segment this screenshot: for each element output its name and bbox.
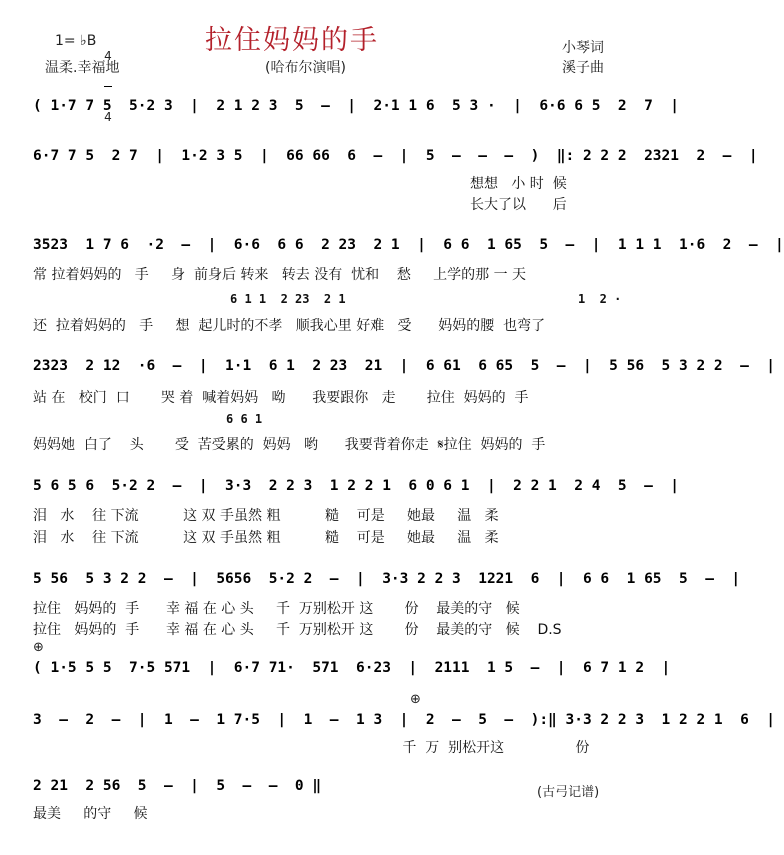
lyric-line-2-verse-1: 想想 小 时 候 [470,176,567,192]
beam-lines-1 [0,118,657,148]
lyric-line-6-verse-1: 拉住 妈妈的 手 幸 福 在 心 头 千 万别松开 这 份 最美的守 候 [33,601,520,617]
notation-line-9: 2 21 2 56 5 – | 5 – – 0 ‖ [33,778,322,794]
alternate-notes-line-3: 6 1 1 2 23 2 1 [230,292,346,306]
notation-line-4: 2323 2 12 ·6 – | 1·1 6 1 2 23 21 | 6 61 6 65 5 – | 5 56 5 3 2 2 – | [33,358,776,374]
lyric-line-4-verse-1: 站 在 校门 口 哭 着 喊着妈妈 呦 我要跟你 走 拉住 妈妈的 手 [33,390,529,406]
coda-sign-2: ⊕ [410,692,421,707]
mood-marking: 温柔.幸福地 [45,60,120,76]
lyric-line-5-verse-1: 泪 水 往 下流 这 双 手虽然 粗 糙 可是 她最 温 柔 [33,508,499,524]
notation-line-2: 6·7 7 5 2 7 | 1·2 3 5 | 66 66 6 – | 5 – – – ) ‖: 2 2 2 2321 2 – | [33,148,758,164]
lyric-line-3-verse-1: 常 拉着妈妈的 手 身 前身后 转来 转去 没有 忧和 愁 上学的那 一 天 [33,267,527,283]
time-signature-bar [104,86,112,87]
lyric-line-5-verse-2: 泪 水 往 下流 这 双 手虽然 粗 糙 可是 她最 温 柔 [33,530,499,546]
lyric-line-8: 千 万 别松开这 份 [33,740,590,756]
notation-line-3: 3523 1 7 6 ·2 – | 6·6 6 6 2 23 2 1 | 6 6 1 65 5 – | 1 1 1 1·6 2 – | [33,237,784,253]
lyric-line-9: 最美 的守 候 [33,806,148,822]
song-title: 拉住妈妈的手 [205,25,379,56]
lyric-line-4-verse-2: 妈妈她 白了 头 受 苦受累的 妈妈 哟 我要背着你走 𝄋拉住 妈妈的 手 [33,437,546,453]
notation-line-8: 3 – 2 – | 1 – 1 7·5 | 1 – 1 3 | 2 – 5 – ):‖ 3·3 2 2 3 1 2 2 1 6 | [33,712,776,728]
lyric-line-2-verse-2: 长大了以 后 [470,197,567,213]
time-signature-bottom: 4 [104,110,112,124]
composer: 溪子曲 [562,60,604,76]
coda-sign-1: ⊕ [33,640,44,655]
alternate-notes-line-3b: 1 2 · [578,292,622,306]
lyric-line-6-verse-2: 拉住 妈妈的 手 幸 福 在 心 头 千 万别松开 这 份 最美的守 候 D.S [33,622,562,638]
time-signature [104,26,112,135]
notation-line-5: 5 6 5 6 5·2 2 – | 3·3 2 2 3 1 2 2 1 6 0 6 1 | 2 2 1 2 4 5 – | [33,478,680,494]
time-signature-top: 4 [104,49,112,63]
performer: (哈布尔演唱) [265,60,346,76]
notation-line-6: 5 56 5 3 2 2 – | 5656 5·2 2 – | 3·3 2 2 3 1221 6 | 6 6 1 65 5 – | [33,571,741,587]
key-signature: 1= ♭B [55,33,97,49]
lyricist: 小琴词 [562,40,604,56]
transcriber-note: (古弓记谱) [537,785,600,800]
notation-line-1: ( 1·7 7 5 5·2 3 | 2 1 2 3 5 – | 2·1 1 6 5 3 · | 6·6 6 5 2 7 | [33,98,680,114]
lyric-line-3-verse-2: 还 拉着妈妈的 手 想 起儿时的不孝 顺我心里 好难 受 妈妈的腰 也弯了 [33,318,546,334]
notation-line-7: ( 1·5 5 5 7·5 571 | 6·7 71· 571 6·23 | 2111 1 5 – | 6 7 1 2 | [33,660,671,676]
alternate-notes-line-4: 6 6 1 [226,412,263,426]
